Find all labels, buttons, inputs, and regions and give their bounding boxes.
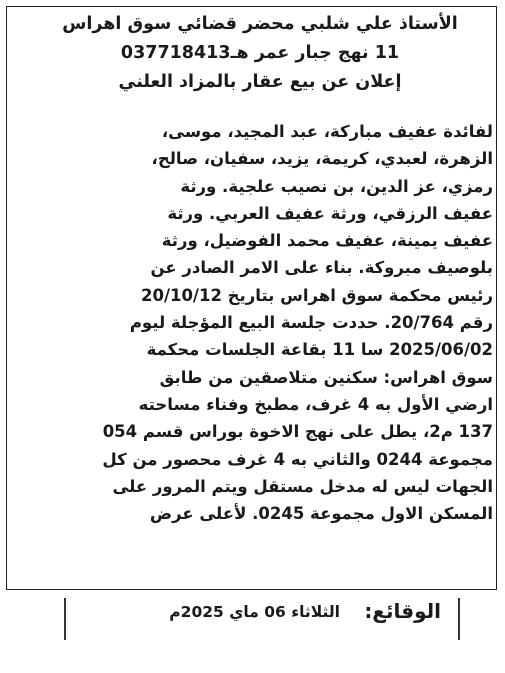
body-line: الزهرة، لعبدي، كريمة، يزيد، سفيان، صالح،	[151, 149, 493, 169]
footer-divider-right	[458, 598, 460, 640]
body-line: 2025/06/02 سا 11 بقاعة الجلسات محكمة	[146, 340, 493, 360]
footer-divider-left	[64, 598, 66, 640]
publication-footer	[0, 590, 505, 646]
body-line: سوق اهراس: سكنين متلاصقين من طابق	[159, 367, 493, 387]
body-line: رمزي، عز الدين، بن نصيب علجية. ورثة	[180, 176, 493, 196]
body-line: عفيف الرزقي، ورثة عفيف العربي. ورثة	[167, 203, 493, 223]
body-line: مجموعة 0244 والثاني به 4 غرف محصور من كل	[102, 449, 493, 469]
body-line: بلوصيف مبروكة. بناء على الامر الصادر عن	[150, 258, 493, 278]
bailiff-name-line: الأستاذ علي شلبي محضر قضائي سوق اهراس	[62, 14, 458, 34]
body-line: الجهات ليس له مدخل مستقل ويتم المرور على	[112, 476, 493, 496]
body-line: لفائدة عفيف مباركة، عبد المجيد، موسى،	[161, 122, 493, 141]
body-line: رقم 20/764. حددت جلسة البيع المؤجلة ليوم	[129, 313, 493, 333]
notice-header	[25, 10, 495, 97]
notice-body	[27, 118, 493, 527]
body-line: رئيس محكمة سوق اهراس بتاريخ 20/10/12	[140, 285, 493, 305]
publication-date: الثلاثاء 06 ماي 2025م	[169, 603, 340, 621]
body-line: 137 م2، يطل على نهج الاخوة بوراس قسم 054	[102, 422, 493, 442]
body-line: عفيف يمينة، عفيف محمد الفوضيل، ورثة	[161, 231, 493, 251]
body-line: ارضي الأول به 4 غرف، مطبخ وفناء مساحته	[138, 394, 493, 414]
address-phone-line: 11 نهج جبار عمر هـ037718413	[120, 43, 400, 63]
body-line: المسكن الاول مجموعة 0245. لأعلى عرض	[149, 504, 493, 524]
newspaper-name: الوقائع:	[364, 599, 441, 623]
announcement-title: إعلان عن بيع عقار بالمزاد العلني	[118, 72, 402, 92]
